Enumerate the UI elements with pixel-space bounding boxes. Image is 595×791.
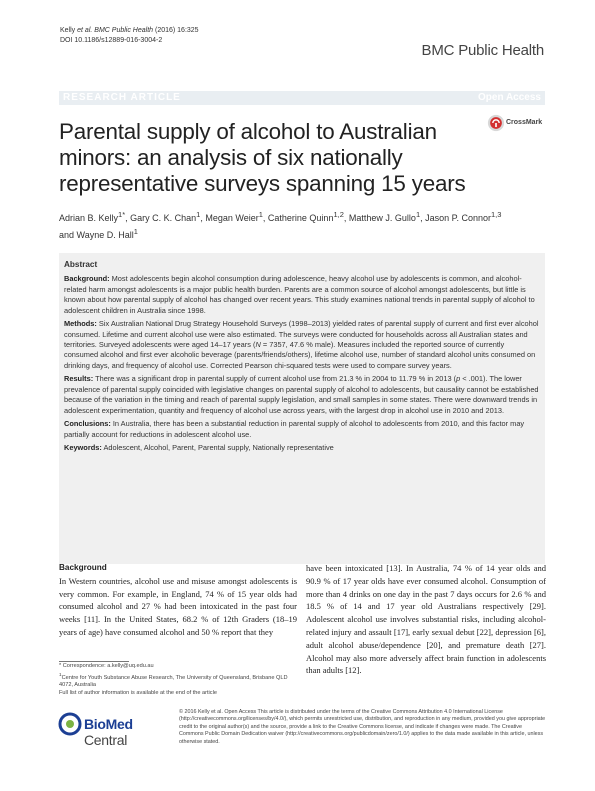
citation-line [60,26,199,36]
open-access-label: Open Access [478,92,541,103]
running-header [60,26,199,46]
abstract-results: Results: There was a significant drop in parental supply of current alcohol use from 21.3 % in 2004 to 11.79 % in 2013 (p < .001). The lower prevalence of parental supply coincided with legislative changes on parental supply of alcohol to adolescents, but causality cannot be established because of the variation in the timing and reach of parental supply legislation, and small samples in some states. There were downward trends in adolescent experimentation, quantity and frequency of alcohol use across years, with the largest drop in alcohol use in 2010 and 2013. [64,374,539,415]
article-type-bar [59,91,545,105]
author[interactable]: Jason P. Connor$^{1,3}$ [425,210,502,223]
biomed-central-logo[interactable] [58,710,173,748]
doi-link[interactable]: DOI 10.1186/s12889-016-3004-2 [60,37,163,44]
crossmark-badge[interactable] [487,112,547,136]
body-right-column [306,562,546,677]
author[interactable]: Matthew J. Gullo$^1$ [348,210,421,223]
body-left-column [59,562,297,639]
biomed-central-wordmark: BioMed Central [84,716,133,748]
author[interactable]: Gary C. K. Chan$^1$ [130,210,201,223]
citation-year-pages: (2016) 16:325 [154,27,199,34]
author-list: Adrian B. Kelly$^{1*}$, Gary C. K. Chan$^1$, Megan Weier$^1$, Catherine Quinn$^{1,2}$, Matthew J. Gullo$^1$, Jason P. Connor$^{1,3}$ and Wayne D. Hall$^1$ [59,210,502,240]
citation-journal: BMC Public Health [94,27,154,34]
author[interactable]: Catherine Quinn$^{1,2}$ [267,210,344,223]
abstract-methods: Methods: Six Australian National Drug Strategy Household Surveys (1998–2013) yielded rates of parental supply of current and first ever alcohol consumed. Lifetime and current alcohol use were also estimated. The surveys were conducted for households across all Australian states and territories. Surveyed adolescents were aged 14–17 years (N = 7357, 47.6 % male). Measures included the reported source of currently consumed alcohol and first ever alcoholic beverage (parents/friends/others), lifetime alcohol use, number of standard alcohol units consumed on drinking days, and frequency of alcohol use. Corrected Pearson chi-squared tests were used to compare survey years. [64,319,539,370]
abstract-conclusions: Conclusions: In Australia, there has been a substantial reduction in parental supply of alcohol to adolescents from 2010, and this factor may partially account for reductions in adolescent alcohol use. [64,419,525,439]
crossmark-label: CrossMark [506,119,543,126]
footnote-rule [59,661,129,662]
author[interactable]: Megan Weier$^1$ [205,210,263,223]
biomed-central-icon [58,711,82,737]
authors-and: and [59,230,75,240]
license-statement: © 2016 Kelly et al. Open Access This article is distributed under the terms of the Creative Commons Attribution 4.0 International License (http://creativecommons.org/licenses/by/4.0/), which permits unrestricted use, distribution, and reproduction in any medium, provided you give appropriate credit to the original author(s) and the source, provide a link to the Creative Commons license, and indicate if changes were made. The Creative Commons Public Domain Dedication waiver (http://creativecommons.org/publicdomain/zero/1.0/) applies to the data made available in this article, unless otherwise stated. [179,709,546,745]
abstract-keywords: Keywords: Adolescent, Alcohol, Parent, Parental supply, Nationally representative [64,443,334,453]
abstract-heading: Abstract [64,260,98,269]
affiliation: $^1$Centre for Youth Substance Abuse Research, The University of Queensland, Brisbane QLD 4072, Australia [59,671,288,689]
footnotes [59,663,297,697]
journal-name: BMC Public Health [421,42,544,59]
abstract-box [59,253,545,564]
crossmark-icon [487,114,505,132]
author[interactable]: Wayne D. Hall$^1$ [76,227,138,240]
citation-etal: et al. [77,27,93,34]
article-title: Parental supply of alcohol to Australian minors: an analysis of six nationally representative surveys spanning 15 years [59,119,466,196]
correspondence-email[interactable]: * Correspondence: a.kelly@uq.edu.au [59,663,154,669]
section-heading-background: Background [59,563,107,572]
citation-authors: Kelly [60,27,76,34]
body-paragraph-left: In Western countries, alcohol use and misuse amongst adolescents is very common. For example, in England, 74 % of 15 year olds had consumed alcohol and 27 % had been intoxicated in the past four weeks [11]. In the United States, 68.2 % of 12th Graders (18–19 years of age) have consumed alcohol and 50 % report that they [59,575,297,637]
author-info-note: Full list of author information is available at the end of the article [59,689,217,696]
article-type-label: RESEARCH ARTICLE [63,92,181,103]
body-paragraph-right: have been intoxicated [13]. In Australia, 74 % of 14 year olds and 90.9 % of 17 year olds have ever consumed alcohol. Consumption of more than 4 drinks on one day in the past 7 days occurs for 2.6 % and 18.5 % of 14 and 17 year old Australians respectively [29]. Adolescent alcohol use involves substantial risks, including alcohol-related injury and assault [17], early sexual debut [22], depression [6], adult alcohol abuse/dependence [20], and premature death [27]. Alcohol may also more adversely affect brain function in adolescents than adults [12]. [306,563,546,676]
abstract-background: Background: Most adolescents begin alcohol consumption during adolescence, heavy alcohol use by adolescents is common, and alcohol-related harm amongst adolescents is a major public health burden. Parents are a common source of alcohol amongst adolescents, but little is known about how parental supply of alcohol has changed over recent years. This study examines national trends in parental supply of alcohol to adolescent children in Australia since 1998. [64,274,535,315]
author[interactable]: Adrian B. Kelly$^{1*}$ [59,210,126,223]
